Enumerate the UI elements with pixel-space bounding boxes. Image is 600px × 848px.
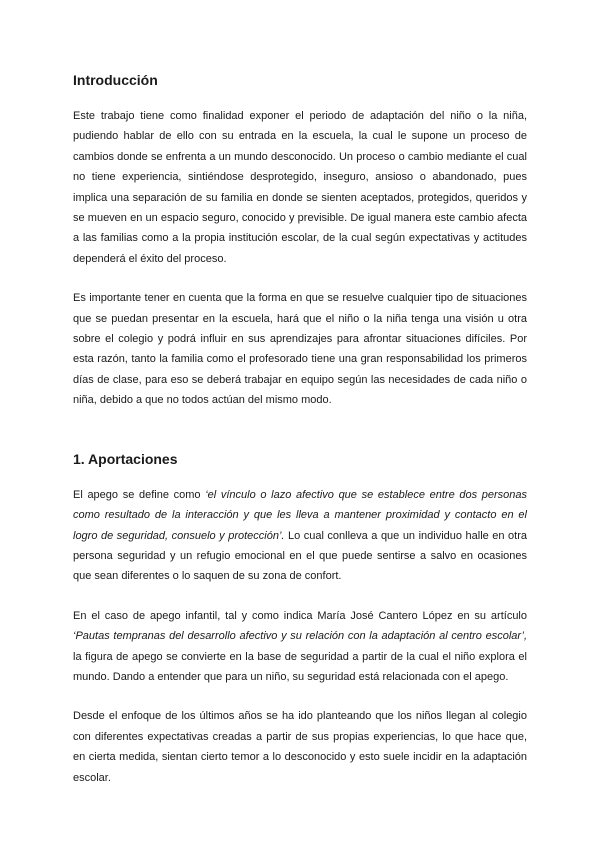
intro-paragraph-1: Este trabajo tiene como finalidad exponer el periodo de adaptación del niño o la niña, pudiendo hablar de ello con su entrada en la escuela, la cual le supone un proceso de cambios donde se enfrenta a un mundo desconocido. Un proceso o cambio mediante el cual no tiene experiencia, sintiéndose desprotegido, inseguro, ansioso o abandonado, pues implica una separación de su familia en donde se sienten aceptados, protegidos, queridos y se mueven en un espacio seguro, conocido y previsible. De igual manera este cambio afecta a las familias como a la propia institución escolar, de la cual según expectativas y actitudes dependerá el éxito del proceso. xyxy=(73,110,527,265)
definition-quote: ‘el vínculo o lazo afectivo que se establece entre dos personas como resultado de la interacción y que les lleva a mantener proximidad y contacto en el logro de seguridad, consuelo y protección’. xyxy=(73,488,528,542)
document-body xyxy=(73,70,527,788)
section-1-heading: 1. Aportaciones xyxy=(73,450,178,467)
intro-paragraph-2: Es importante tener en cuenta que la forma en que se resuelve cualquier tipo de situaciones que se puedan presentar en la escuela, hará que el niño o la niña tenga una visión u otra sobre el colegio y podrá influir en sus aprendizajes para afrontar situaciones difíciles. Por esta razón, tanto la familia como el profesorado tiene una gran responsabilidad los primeros días de clase, para eso se deberá trabajar en equipo según las necesidades de cada niño o niña, debido a que no todos actúan del mismo modo. xyxy=(73,292,527,407)
section-1-paragraph-2 xyxy=(73,606,527,688)
text-run: la figura de apego se convierte en la base de seguridad a partir de la cual el niño explora el mundo. Dando a entender que para un niño, su seguridad está relacionada con el apego. xyxy=(73,650,527,683)
article-title: ‘Pautas tempranas del desarrollo afectivo y su relación con la adaptación al centro escolar’, xyxy=(73,630,527,643)
section-1-paragraph-3: Desde el enfoque de los últimos años se ha ido planteando que los niños llegan al colegio con diferentes expectativas creadas a partir de sus propias experiencias, lo que hace que, en cierta medida, sientan cierto temor a lo desconocido y esto suele incidir en la adaptación escolar. xyxy=(73,710,527,784)
text-run: Lo cual conlleva a que un individuo halle en otra persona seguridad y un refugio emocional en el que puede sentirse a salvo en ocasiones que sean diferentes o lo saquen de su zona de confort. xyxy=(73,529,527,583)
text-run: El apego se define como xyxy=(73,488,206,501)
intro-heading: Introducción xyxy=(73,72,158,88)
text-run: En el caso de apego infantil, tal y como indica María José Cantero López en su artículo xyxy=(73,609,527,622)
section-1-paragraph-1 xyxy=(73,485,527,587)
